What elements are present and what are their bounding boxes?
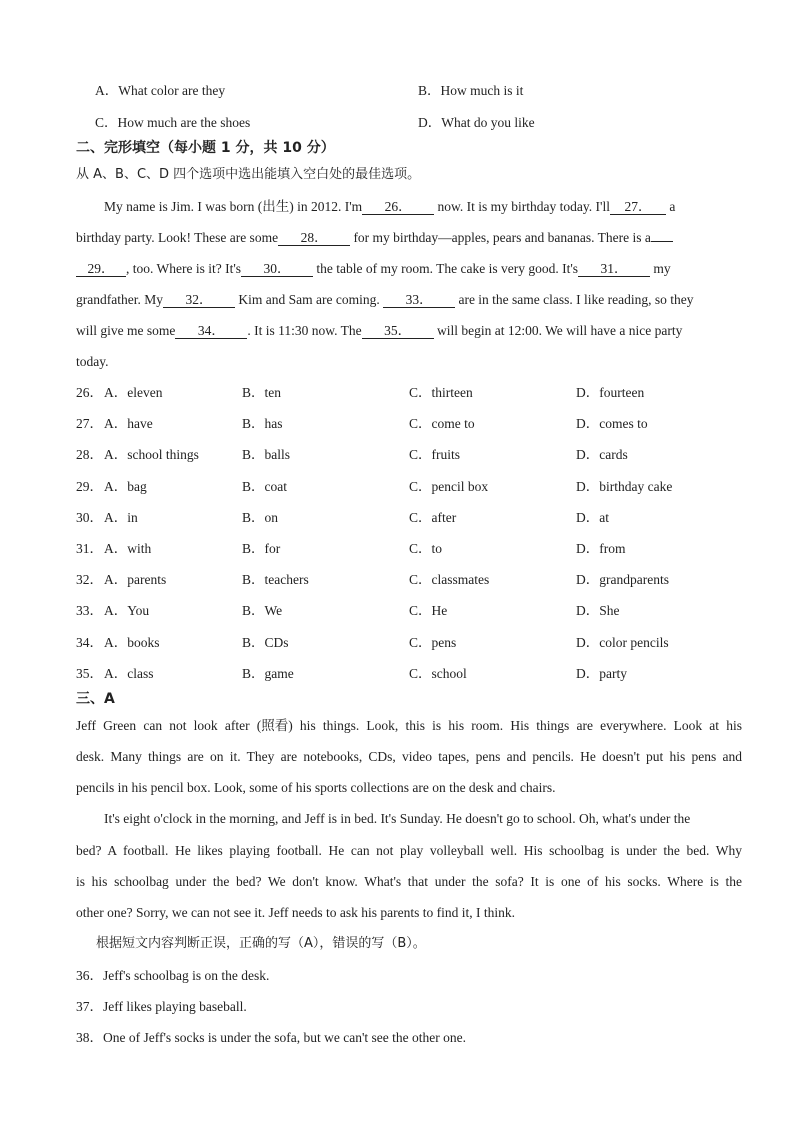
blank-27: 27．	[610, 199, 666, 215]
passage-line-3: 29． , too. Where is it? It's 30． the table of my room. The cake is very good. It's 31． my	[76, 260, 671, 278]
q25-option-a: A．What color are they	[95, 83, 226, 98]
blank-30: 30．	[241, 261, 313, 277]
blank-29: 29．	[76, 261, 126, 277]
passage-line: is his schoolbag under the bed? We don't know. What's that under the sofa? It is one of his socks. Where is the	[76, 874, 742, 889]
q25-option-d: D．What do you like	[418, 115, 535, 130]
blank-32: 32．	[163, 292, 235, 308]
section3-heading: 三、A	[76, 691, 115, 707]
passage-line: other one? Sorry, we can not see it. Jeff needs to ask his parents to find it, I think.	[76, 905, 516, 920]
statement-38: 38．One of Jeff's socks is under the sofa, but we can't see the other one.	[76, 1030, 467, 1045]
statement-37: 37．Jeff likes playing baseball.	[76, 999, 247, 1014]
passage-line: It's eight o'clock in the morning, and Jeff is in bed. It's Sunday. He doesn't go to school. Oh, what's under the	[104, 811, 691, 826]
statement-36: 36．Jeff's schoolbag is on the desk.	[76, 968, 270, 983]
passage-line: pencils in his pencil box. Look, some of his sports collections are on the desk and chairs.	[76, 780, 556, 795]
passage-line-4: grandfather. My 32． Kim and Sam are coming. 33． are in the same class. I like reading, so they	[76, 292, 694, 307]
blank-28: 28．	[278, 230, 350, 246]
section2-heading: 二、完形填空（每小题 1 分，共 10 分）	[76, 140, 335, 156]
q25-option-b: B．How much is it	[418, 83, 524, 98]
passage-line-6: today.	[76, 354, 109, 369]
blank-35: 35．	[362, 323, 434, 339]
passage-line-1: My name is Jim. I was born (出生) in 2012. I'm 26． now. It is my birthday today. I'll 27． a	[104, 199, 676, 214]
passage-line-2: birthday party. Look! These are some 28． for my birthday—apples, pears and bananas. There is a	[76, 229, 673, 247]
blank-26: 26．	[362, 199, 434, 215]
section3-instruction: 根据短文内容判断正误，正确的写（A），错误的写（B）。	[96, 936, 426, 951]
passage-line: Jeff Green can not look after (照看) his things. Look, this is his room. His things are everywhere. Look at his	[76, 718, 742, 733]
section2-instruction: 从 A、B、C、D 四个选项中选出能填入空白处的最佳选项。	[76, 167, 421, 182]
passage-line-5: will give me some 34． . It is 11:30 now. The 35． will begin at 12:00. We will have a nice party	[76, 323, 683, 338]
blank-34: 34．	[175, 323, 247, 339]
blank-33: 33．	[383, 292, 455, 308]
passage-line: desk. Many things are on it. They are notebooks, CDs, video tapes, pens and pencils. He doesn't put his pens and	[76, 749, 742, 764]
blank-31: 31．	[578, 261, 650, 277]
passage-line: bed? A football. He likes playing football. He can not play volleyball well. His schoolbag is under the bed. Why	[76, 843, 742, 858]
q25-option-c: C．How much are the shoes	[95, 115, 251, 130]
